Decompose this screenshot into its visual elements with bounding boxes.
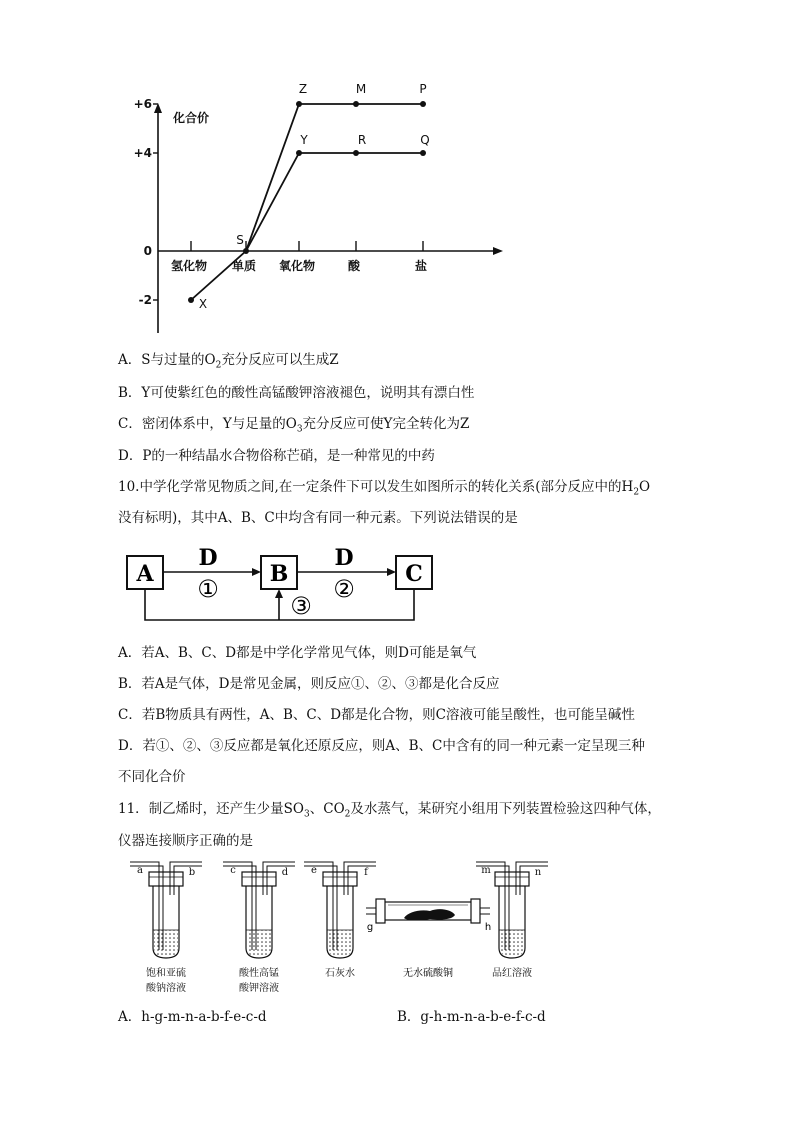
point-label-m: M: [355, 82, 367, 96]
q11-stem-line1: 11．制乙烯时，还产生少量$SO_3$、$CO_2$及水蒸气，某研究小组用下列装置检验这四种气体，: [118, 801, 661, 820]
q10-option-c: C．若B物质具有两性，A、B、C、D都是化合物，则C溶液可能呈酸性，也可能呈碱性: [118, 707, 635, 723]
point-label-z: Z: [298, 82, 308, 96]
box-b-label: B: [269, 561, 289, 587]
q10-option-a: A．若A、B、C、D都是中学化学常见气体，则D可能是氧气: [118, 645, 477, 661]
q10-stem-line2: 没有标明)，其中A、B、C中均含有同一种元素。下列说法错误的是: [118, 510, 518, 526]
x-tick-label: 盐: [414, 259, 428, 273]
q9-option-c: C．密闭体系中，Y与足量的$O_3$充分反应可使Y完全转化为Z: [118, 416, 470, 435]
data-point-r: [353, 150, 359, 156]
y-axis-label: 化合价: [173, 111, 210, 125]
arrowhead-up-to-b: [275, 589, 283, 598]
caption-tube2-line1: 酸性高锰: [239, 968, 279, 979]
point-label-s: S: [236, 233, 244, 247]
point-label-y: Y: [300, 133, 308, 147]
port-n: n: [534, 867, 542, 878]
test-tube-liquid-1: [154, 930, 178, 957]
q10-option-b: B．若A是气体，D是常见金属，则反应①、②、③都是化合反应: [118, 676, 500, 692]
q9-option-a: A．S与过量的$O_2$充分反应可以生成Z: [118, 352, 339, 371]
caption-tube2-line2: 酸钾溶液: [239, 983, 279, 994]
port-b: b: [188, 867, 196, 878]
drying-tube: [366, 899, 490, 923]
drying-tube-left-port: g: [366, 922, 374, 933]
caption-tube3-line1: 石灰水: [325, 968, 355, 979]
box-a-label: A: [136, 561, 154, 587]
q11-option-a: A．h-g-m-n-a-b-f-e-c-d: [118, 1009, 267, 1025]
data-point-q: [420, 150, 426, 156]
port-c: c: [230, 865, 236, 876]
test-tube-liquid-3: [328, 930, 352, 957]
q11-stem-line2: 仪器连接顺序正确的是: [118, 833, 253, 849]
caption-tube5-line1: 品红溶液: [492, 968, 532, 979]
port-d: d: [281, 867, 289, 878]
port-a: a: [137, 865, 143, 876]
caption-tube1-line1: 饱和亚硫: [146, 968, 186, 979]
point-label-p: P: [419, 82, 427, 96]
point-label-x: X: [198, 297, 208, 311]
valence-chart: [0, 0, 794, 345]
stopper-1: [149, 872, 183, 886]
arrowhead-a-to-b: [252, 568, 261, 576]
stopper-3: [323, 872, 357, 886]
test-tube-liquid-4: [500, 930, 524, 957]
q10-option-d-line2: 不同化合价: [118, 769, 186, 785]
x-tick-label: 单质: [231, 259, 257, 273]
x-tick-label: 酸: [347, 259, 361, 273]
reagent-1: D: [198, 545, 218, 571]
data-point-m: [353, 101, 359, 107]
box-c-label: C: [405, 561, 423, 587]
reagent-2: D: [334, 545, 354, 571]
series-line-2: [246, 153, 423, 251]
point-label-q: Q: [420, 133, 430, 147]
q10-transformation-diagram: [118, 540, 448, 630]
x-tick-label: 氧化物: [278, 259, 316, 273]
point-label-r: R: [357, 133, 367, 147]
port-m: m: [481, 865, 491, 876]
step-1-label: ①: [197, 575, 219, 603]
y-tick-label: +6: [133, 97, 152, 111]
q9-option-d: D．P的一种结晶水合物俗称芒硝，是一种常见的中药: [118, 448, 435, 464]
port-e: e: [311, 865, 317, 876]
step-3-label: ③: [290, 592, 312, 620]
data-point-x: [188, 297, 194, 303]
y-tick-label: +4: [133, 146, 152, 160]
data-point-p: [420, 101, 426, 107]
y-tick-label: 0: [143, 244, 152, 258]
stopper-4: [495, 872, 529, 886]
x-tick-label: 氢化物: [170, 259, 208, 273]
drying-tube-right-port: h: [484, 922, 492, 933]
caption-tube1-line2: 酸钠溶液: [146, 983, 186, 994]
step-2-label: ②: [333, 575, 355, 603]
port-f: f: [364, 867, 368, 878]
data-point-y: [296, 150, 302, 156]
test-tube-liquid-2: [247, 930, 271, 957]
data-point-z: [296, 101, 302, 107]
drying-tube-caption: 无水硫酸铜: [403, 968, 453, 979]
q9-option-b: B．Y可使紫红色的酸性高锰酸钾溶液褪色，说明其有漂白性: [118, 385, 475, 401]
arrowhead-b-to-c: [387, 568, 396, 576]
y-tick-label: -2: [138, 293, 152, 307]
q10-stem-line1: 10.中学化学常见物质之间,在一定条件下可以发生如图所示的转化关系(部分反应中的$H_2O$: [118, 479, 651, 498]
q11-option-b: B．g-h-m-n-a-b-e-f-c-d: [397, 1009, 546, 1025]
q11-apparatus: [0, 850, 794, 1000]
q10-option-d-line1: D．若①、②、③反应都是氧化还原反应，则A、B、C中含有的同一种元素一定呈现三种: [118, 738, 645, 754]
stopper-2: [242, 872, 276, 886]
x-axis-arrowhead: [493, 247, 503, 255]
